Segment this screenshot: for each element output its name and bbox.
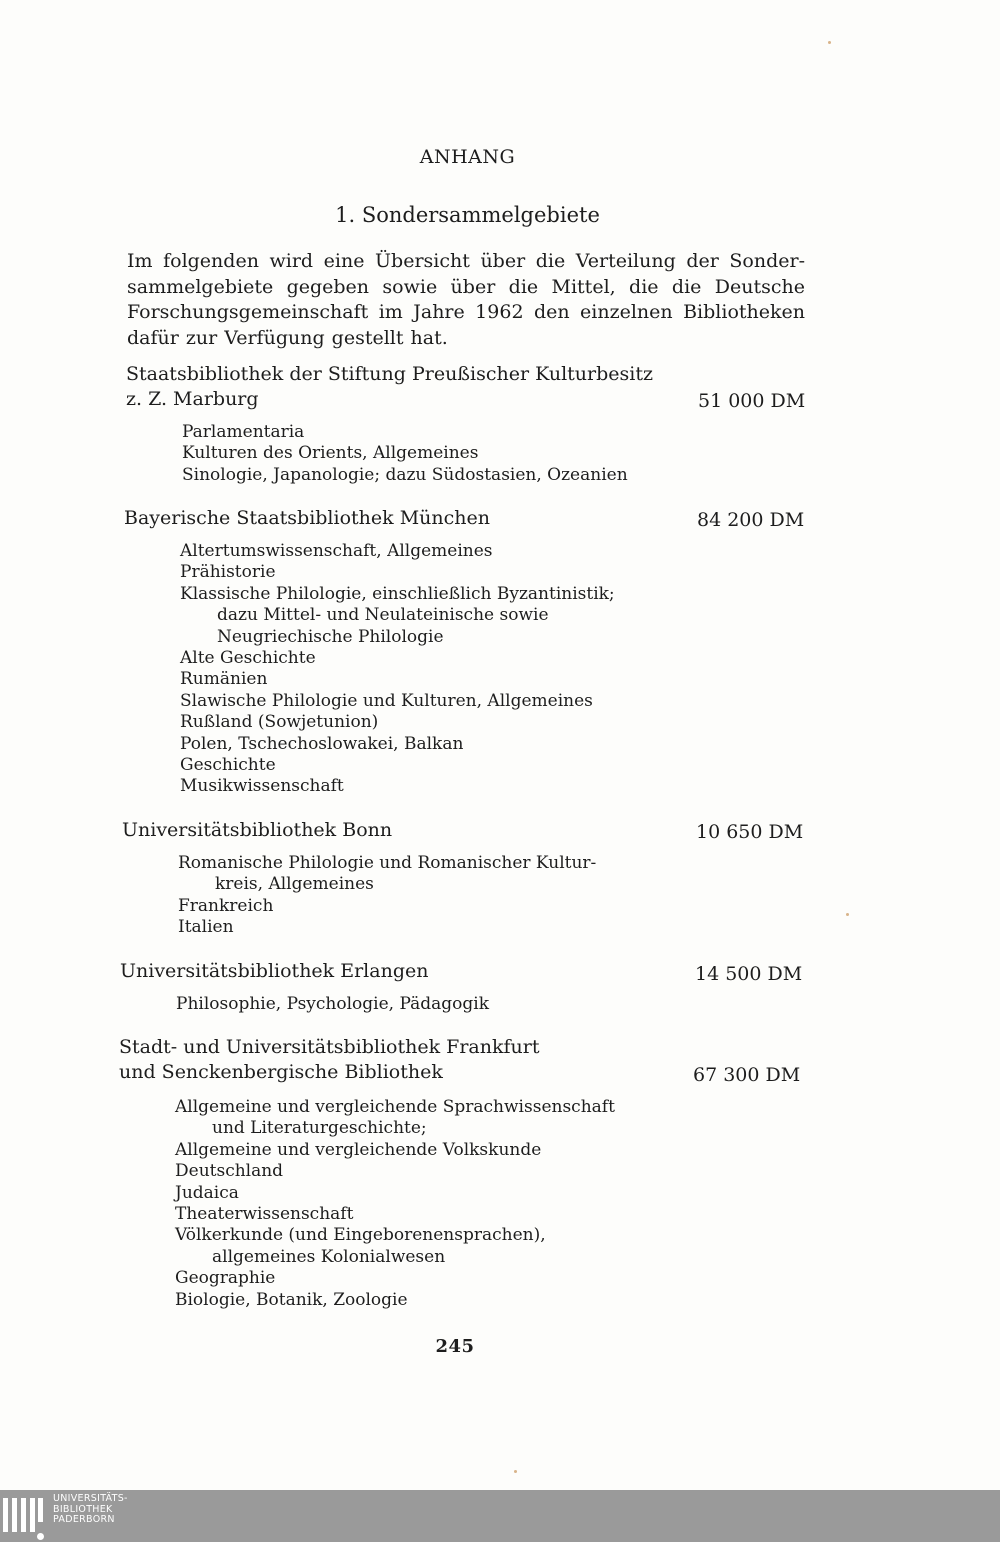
subject-item: Deutschland — [175, 1161, 284, 1182]
library-amount: 10 650 DM — [696, 821, 804, 843]
subject-item-continuation: dazu Mittel- und Neulateinische sowie — [217, 605, 549, 626]
library-name: Universitätsbibliothek Bonn — [122, 819, 393, 841]
library-name: Bayerische Staatsbibliothek München — [124, 507, 490, 529]
intro-line: sammelgebiete gegeben sowie über die Mittel, die die Deutsche — [127, 275, 805, 298]
subject-item: Theaterwissenschaft — [175, 1204, 354, 1225]
section-title: 1. Sondersammelgebiete — [335, 203, 600, 227]
subject-item-continuation: Neugriechische Philologie — [217, 626, 444, 647]
subject-item: Kulturen des Orients, Allgemeines — [182, 443, 479, 464]
paper-speck — [828, 41, 831, 44]
subject-item: Judaica — [175, 1182, 239, 1203]
subject-item: Philosophie, Psychologie, Pädagogik — [176, 994, 490, 1014]
subject-item: Rumänien — [180, 669, 268, 690]
subject-item: Altertumswissenschaft, Allgemeines — [180, 541, 493, 561]
library-name: Stadt- und Universitätsbibliothek Frankfurt und Senckenbergische Bibliothek — [119, 1036, 540, 1083]
subject-list — [180, 541, 615, 798]
library-footer-bar — [0, 1490, 1000, 1542]
subject-list — [176, 994, 489, 1015]
subject-item-continuation: und Literaturgeschichte; — [212, 1118, 427, 1139]
library-amount: 84 200 DM — [697, 509, 805, 531]
appendix-heading: ANHANG — [419, 146, 516, 168]
subject-item: Geographie — [175, 1268, 276, 1289]
subject-item: Völkerkunde (und Eingeborenensprachen), — [175, 1225, 546, 1246]
intro-line: Im folgenden wird eine Übersicht über die Verteilung der Sonder- — [127, 250, 805, 272]
library-amount: 67 300 DM — [693, 1064, 801, 1086]
library-amount: 51 000 DM — [698, 390, 806, 412]
subject-item-continuation: kreis, Allgemeines — [215, 874, 374, 895]
subject-item: Romanische Philologie und Romanischer Kultur- — [178, 853, 597, 873]
intro-paragraph — [127, 249, 805, 351]
subject-item: Musikwissenschaft — [180, 776, 344, 797]
paper-speck — [846, 913, 849, 916]
subject-item: Geschichte — [180, 755, 276, 776]
subject-item: Allgemeine und vergleichende Sprachwissenschaft — [175, 1097, 615, 1117]
subject-item: Alte Geschichte — [180, 648, 316, 669]
page-number: 245 — [435, 1336, 475, 1357]
subject-item: Polen, Tschechoslowakei, Balkan — [180, 733, 464, 754]
library-logo-text: UNIVERSITÄTS- BIBLIOTHEK PADERBORN — [53, 1493, 128, 1526]
intro-line: Forschungsgemeinschaft im Jahre 1962 den einzelnen Bibliotheken — [127, 301, 805, 323]
subject-item: Slawische Philologie und Kulturen, Allgemeines — [180, 690, 593, 711]
logo-dot-icon — [37, 1533, 44, 1540]
subject-item: Biologie, Botanik, Zoologie — [175, 1289, 408, 1310]
paper-speck — [514, 1470, 517, 1473]
subject-item: Klassische Philologie, einschließlich Byzantinistik; — [180, 583, 615, 604]
subject-item: Italien — [178, 917, 234, 938]
library-name: Universitätsbibliothek Erlangen — [120, 960, 429, 982]
subject-list — [178, 853, 596, 939]
intro-line: dafür zur Verfügung gestellt hat. — [127, 326, 448, 349]
subject-item: Parlamentaria — [182, 422, 305, 442]
subject-item: Frankreich — [178, 895, 274, 916]
subject-item: Rußland (Sowjetunion) — [180, 712, 379, 733]
subject-list — [175, 1097, 615, 1311]
subject-list — [182, 422, 628, 486]
library-name: Staatsbibliothek der Stiftung Preußischer Kulturbesitz z. Z. Marburg — [126, 363, 653, 410]
subject-item: Allgemeine und vergleichende Volkskunde — [175, 1139, 542, 1160]
subject-item-continuation: allgemeines Kolonialwesen — [212, 1246, 446, 1267]
library-amount: 14 500 DM — [695, 963, 803, 985]
subject-item: Prähistorie — [180, 562, 276, 583]
subject-item: Sinologie, Japanologie; dazu Südostasien, Ozeanien — [182, 464, 628, 485]
